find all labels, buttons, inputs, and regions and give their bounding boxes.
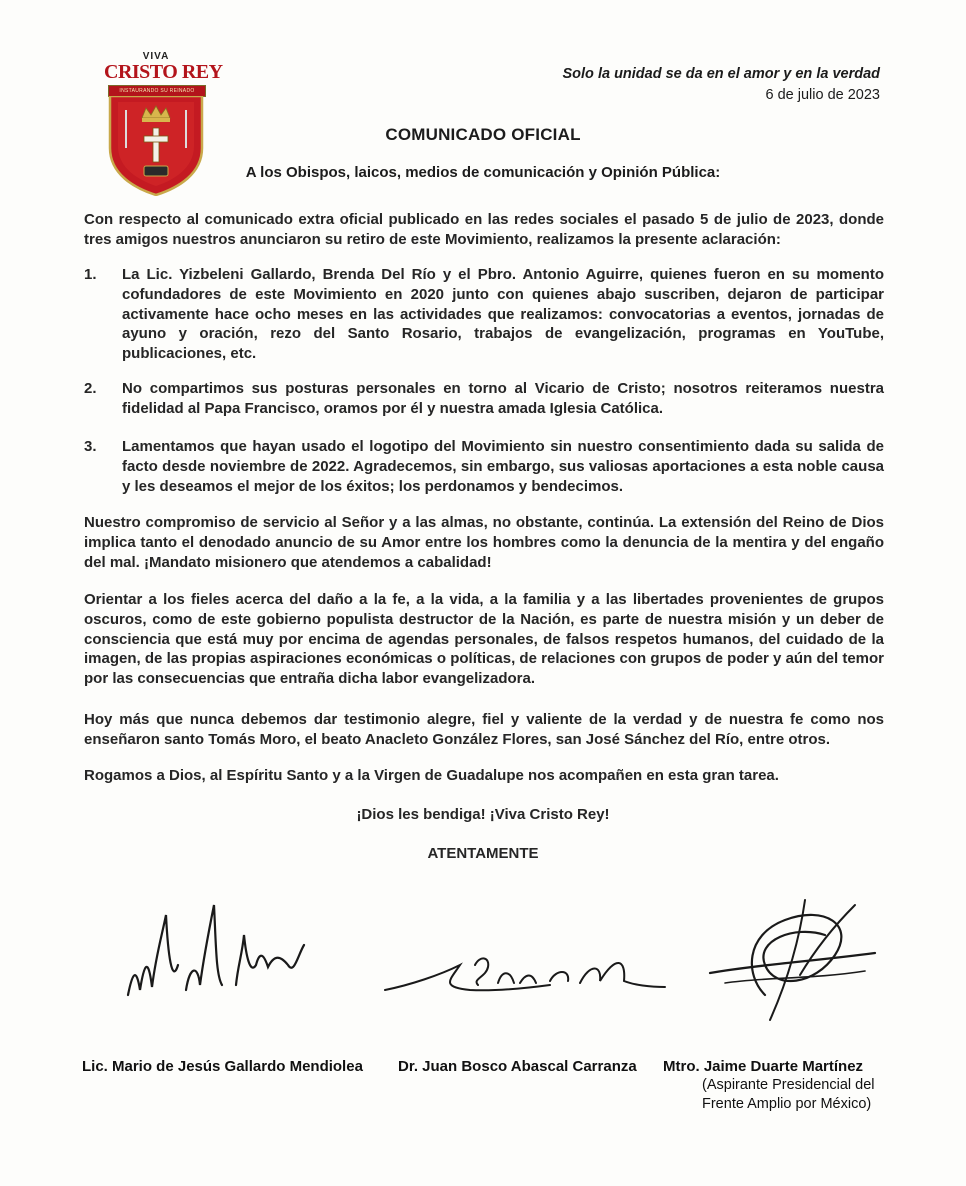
body-paragraph: Orientar a los fieles acerca del daño a la fe, a la vida, a la familia y a las libertades provenientes de grupos oscuros, como de este gobierno populista destructor de la Nación, es parte de nuestra misión y un deber de consciencia que está muy por encima de agendas personales, de falsos respetos humanos, del cuidado de la imagen, de las propias aspiraciones económicas o políticas, de relaciones con grupos de poder y aún del temor por las consecuencias que entraña dicha labor evangelizadora.: [84, 591, 884, 688]
signatory-name: Lic. Mario de Jesús Gallardo Mendiolea: [82, 1058, 363, 1075]
document-title: COMUNICADO OFICIAL: [385, 125, 581, 144]
signature-gallardo-icon: [118, 895, 308, 1020]
signatory-name: Mtro. Jaime Duarte Martínez: [663, 1058, 864, 1075]
addressee-line: A los Obispos, laicos, medios de comunicación y Opinión Pública:: [245, 164, 721, 181]
signatory-name: Dr. Juan Bosco Abascal Carranza: [398, 1058, 637, 1075]
document-date: 6 de julio de 2023: [765, 87, 880, 103]
motto: Solo la unidad se da en el amor y en la verdad: [562, 66, 880, 82]
list-item-number: 3.: [84, 438, 97, 455]
list-item-text: Lamentamos que hayan usado el logotipo del Movimiento sin nuestro consentimiento dada su salida de facto desde noviembre de 2022. Agradecemos, sin embargo, sus valiosas aportaciones a esta noble causa y les deseamos el mejor de los éxitos; los perdonamos y bendecimos.: [122, 438, 884, 495]
closing-line: ATENTAMENTE: [427, 845, 539, 862]
signature-abascal-icon: [380, 945, 670, 1005]
intro-paragraph: Con respecto al comunicado extra oficial publicado en las redes sociales el pasado 5 de julio de 2023, donde tres amigos nuestros anunciaron su retiro de este Movimiento, realizamos la presente aclaración:: [84, 211, 884, 248]
signature-duarte-icon: [705, 895, 880, 1025]
shield-emblem-icon: [108, 96, 204, 196]
body-paragraph: Rogamos a Dios, al Espíritu Santo y a la Virgen de Guadalupe nos acompañen en esta gran tarea.: [84, 767, 779, 784]
list-item-text: No compartimos sus posturas personales en torno al Vicario de Cristo; nosotros reiteramos nuestra fidelidad al Papa Francisco, oramos por él y nuestra amada Iglesia Católica.: [122, 380, 884, 417]
list-item-text: La Lic. Yizbeleni Gallardo, Brenda Del Río y el Pbro. Antonio Aguirre, quienes fueron en su momento cofundadores de este Movimiento en 2020 junto con quienes abajo suscriben, dejaron de participar activamente hace ocho meses en las actividades que realizamos: convocatorias a eventos, jornadas de ayuno y oración, rezo del Santo Rosario, trabajos de evangelización, programas en YouTube, publicaciones, etc.: [122, 266, 884, 363]
signatory-note: (Aspirante Presidencial del: [702, 1077, 875, 1093]
logo-viva-text: VIVA: [142, 51, 170, 62]
body-paragraph: Nuestro compromiso de servicio al Señor y a las almas, no obstante, continúa. La extensión del Reino de Dios implica tanto el denodado anuncio de su Amor entre los hombres como la denuncia de la mentira y del engaño del mal. ¡Mandato misionero que atendemos a cabalidad!: [84, 514, 884, 571]
list-item-number: 1.: [84, 266, 97, 283]
body-paragraph: Hoy más que nunca debemos dar testimonio alegre, fiel y valiente de la verdad y de nuestra fe como nos enseñaron santo Tomás Moro, el beato Anacleto González Flores, san José Sánchez del Río, entre otros.: [84, 711, 884, 748]
logo-brand-text: CRISTO REY: [104, 61, 223, 83]
signatory-note: Frente Amplio por México): [702, 1096, 872, 1112]
list-item-number: 2.: [84, 380, 97, 397]
blessing-line: ¡Dios les bendiga! ¡Viva Cristo Rey!: [356, 806, 610, 823]
logo-ribbon-text: INSTAURANDO SU REINADO: [108, 85, 206, 97]
